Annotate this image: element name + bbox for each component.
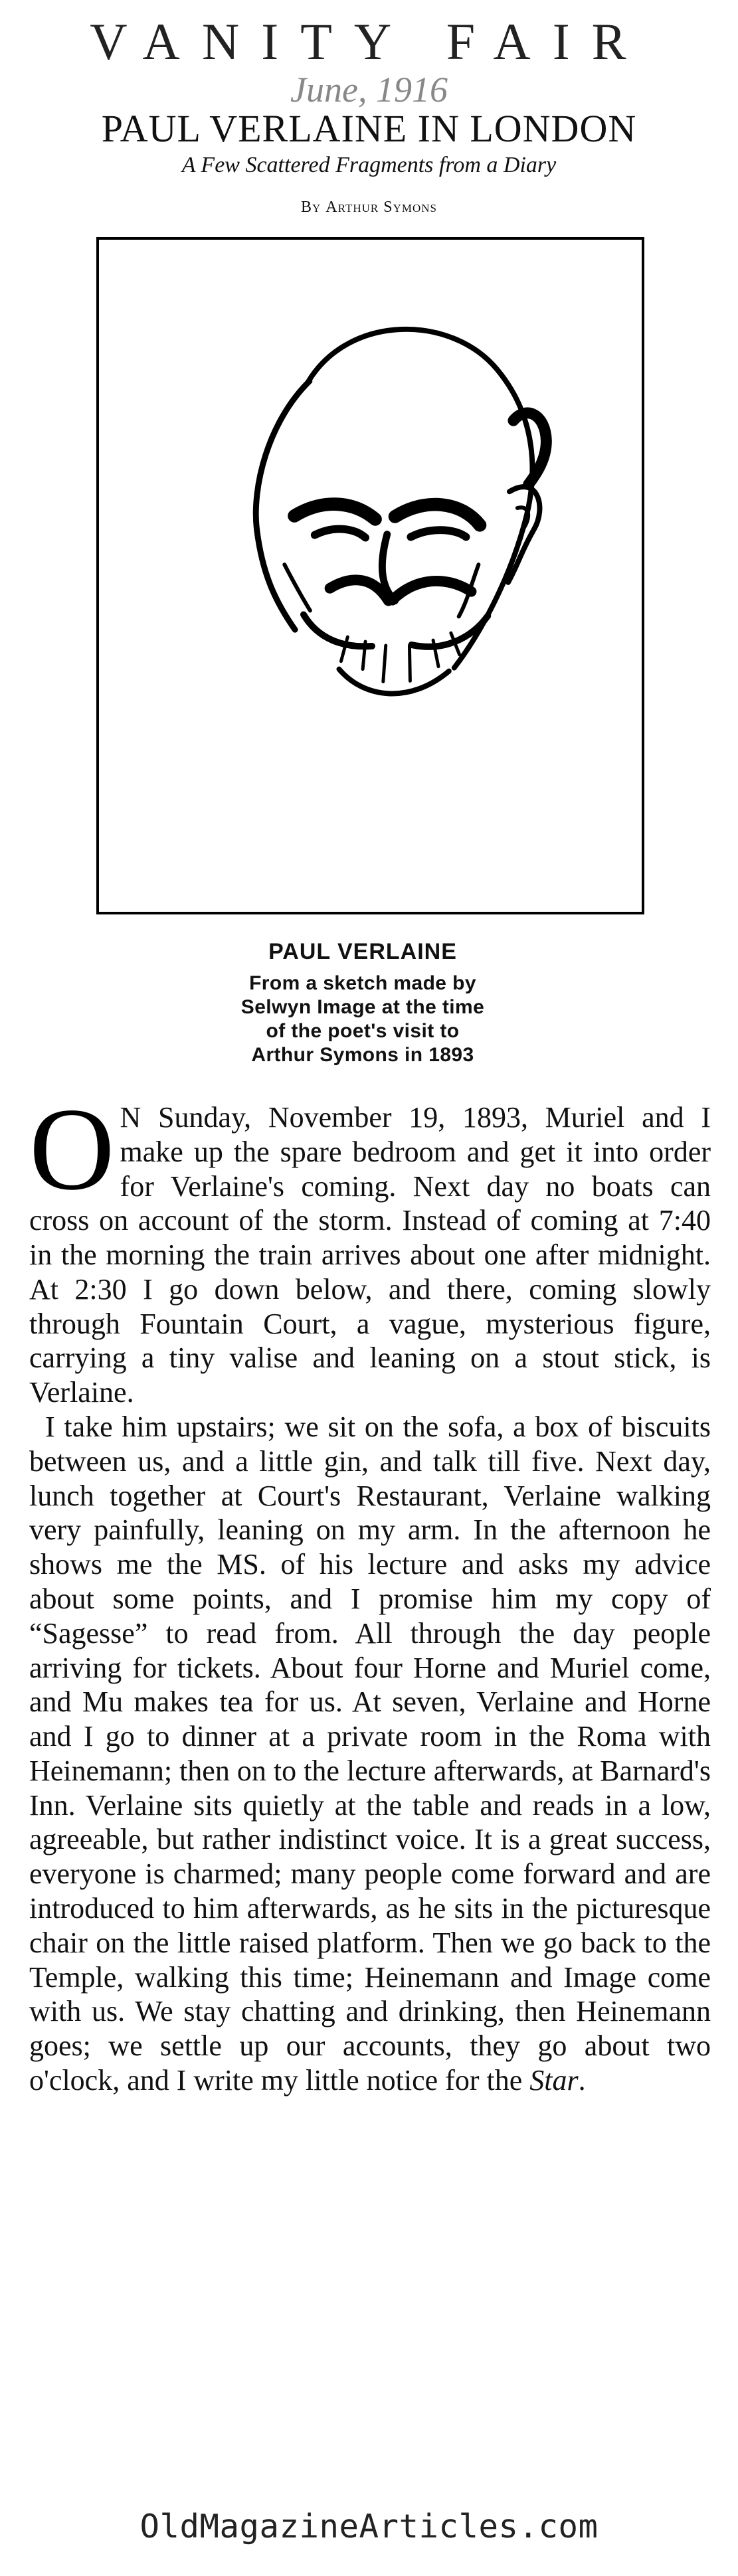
moustache-left-stroke (330, 580, 389, 600)
eye-right-stroke (411, 530, 466, 537)
byline-author: Arthur Symons (325, 199, 437, 216)
paragraph-1-text: N Sunday, November 19, 1893, Muriel and I make up the spare bedroom and get it into order for Verlaine's coming. Next day no boats can cross on account of the storm. Instead of coming at 7:40 in the morning the train arrives about one after midnight. At 2:30 I go down below, and there, coming slowly through Fountain Court, a vague, mysterious figure, carrying a tiny valise and leaning on a stout stick, is Verlaine. (29, 1101, 711, 1409)
caption-line-2: Selwyn Image at the time (240, 996, 485, 1019)
paragraph-2-text: I take him upstairs; we sit on the sofa, a box of biscuits between us, and a little gin, and talk till five. Next day, lunch together at Court's Restaurant, Verlaine walking very painfully, leaning on my arm. In the afternoon he shows me the MS. of his lecture and asks my advice about some points, and I promise him my copy of “Sagesse” to read from. All through the day people arriving for tickets. About four Horne and Muriel come, and Mu makes tea for us. At seven, Verlaine and Horne and I go to dinner at a private room in the Roma with Heinemann; then on to the lecture afterwards, at Barnard's Inn. Verlaine sits quietly at the table and reads in a low, agreeable, but rather indistinct voice. It is a great success, everyone is charmed; many people come forward and are introduced to him afterwards, as he sits in the picturesque chair on the little raised platform. Then we go back to the Temple, walking this time; Heinemann and Image come with us. We stay chatting and drinking, then Heinemann goes; we settle up our accounts, they go about two o'clock, and I write my little notice for the (29, 1411, 711, 2097)
article-title: PAUL VERLAINE IN LONDON (101, 107, 637, 150)
caption-title: PAUL VERLAINE (268, 939, 457, 964)
article-paragraph-1 (29, 1083, 711, 1410)
beard-left-stroke (304, 614, 372, 646)
article-body (29, 1083, 711, 2098)
star-publication-name: Star (529, 2063, 579, 2097)
footer-site-link[interactable]: OldMagazineArticles.com (139, 2508, 599, 2545)
ear-inner-stroke (517, 507, 528, 529)
chin-stroke (339, 669, 448, 694)
verlaine-sketch-drawing (99, 240, 642, 912)
drop-cap: O (29, 1083, 115, 1215)
byline (0, 199, 738, 215)
beard-hair-stroke-4 (409, 645, 410, 681)
caption-line-1: From a sketch made by (249, 972, 476, 995)
brow-left-stroke (294, 504, 375, 519)
beard-right-stroke (411, 616, 488, 646)
illustration-caption (203, 938, 522, 1067)
caption-line-3: of the poet's visit to (266, 1020, 460, 1043)
masthead-title: VANITY FAIR (90, 13, 648, 70)
paragraph-2-end: . (578, 2063, 586, 2097)
byline-prefix: By (301, 199, 322, 216)
moustache-right-stroke (393, 581, 472, 600)
article-subtitle: A Few Scattered Fragments from a Diary (181, 153, 557, 177)
article-paragraph-2 (29, 1410, 711, 2098)
brow-right-stroke (395, 505, 480, 525)
caption-line-4: Arthur Symons in 1893 (251, 1044, 474, 1067)
cheek-left-stroke (284, 564, 310, 610)
issue-date: June, 1916 (290, 70, 448, 110)
verlaine-sketch-frame (96, 237, 644, 914)
beard-hair-stroke-3 (383, 645, 386, 681)
eye-left-stroke (315, 529, 365, 538)
